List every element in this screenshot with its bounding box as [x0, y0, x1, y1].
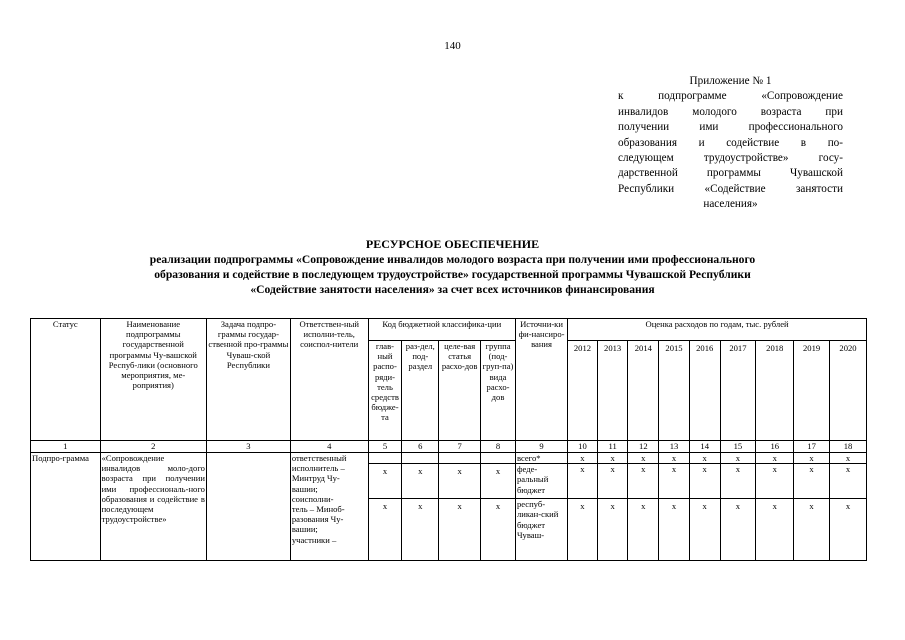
appendix-line: получении ими профессионального: [618, 121, 843, 134]
body-executor: [290, 453, 368, 561]
appendix-block: [618, 74, 843, 213]
document-subtitle: [60, 252, 845, 297]
column-number: 2: [100, 441, 206, 453]
column-number: 18: [829, 441, 866, 453]
source-cell: феде-ральный бюджет: [515, 464, 567, 499]
executor-line: ответственный: [291, 453, 347, 463]
executor-line: соисполни-: [291, 493, 334, 504]
code-cell: [439, 453, 481, 464]
value-cell: x: [568, 499, 598, 561]
executor-line: вашии;: [291, 524, 318, 535]
header-year: 2018: [756, 341, 794, 441]
body-name: «Сопровождение инвалидов моло-дого возраста при получении ими профессиональ-ного образования и содействие в последующем трудоустройстве»: [100, 453, 206, 561]
value-cell: x: [829, 499, 866, 561]
appendix-title: Приложение № 1: [689, 75, 772, 87]
value-cell: x: [597, 453, 628, 464]
appendix-line-last: населения»: [703, 198, 758, 211]
header-estimate: Оценка расходов по годам, тыс. рублей: [568, 319, 867, 341]
column-number: 11: [597, 441, 628, 453]
source-cell: респуб-ликан-ский бюджет Чуваш-: [515, 499, 567, 561]
value-cell: x: [689, 499, 720, 561]
value-cell: x: [720, 464, 756, 499]
column-number: 12: [628, 441, 659, 453]
value-cell: x: [628, 499, 659, 561]
column-number: 8: [481, 441, 516, 453]
header-grbs: глав-ный распо-ряди-тель средств бюдже-та: [368, 341, 402, 441]
column-number: 1: [31, 441, 101, 453]
appendix-line: образования и содействие в по-: [618, 136, 843, 149]
resource-table: [30, 318, 867, 561]
subtitle-line: «Содействие занятости населения» за счет всех источников финансирования: [250, 283, 655, 296]
executor-line: участники –: [291, 534, 337, 545]
executor-line: разования Чу-: [291, 514, 344, 525]
header-task: Задача подпро-граммы государ-ственной про-граммы Чуваш-ской Республики: [206, 319, 290, 441]
header-year: 2017: [720, 341, 756, 441]
value-cell: x: [794, 464, 830, 499]
source-cell: всего*: [515, 453, 567, 464]
value-cell: x: [628, 453, 659, 464]
value-cell: x: [597, 464, 628, 499]
header-year: 2012: [568, 341, 598, 441]
column-number: 6: [402, 441, 439, 453]
executor-line: исполнитель –: [291, 463, 345, 474]
value-cell: x: [597, 499, 628, 561]
value-cell: x: [720, 499, 756, 561]
appendix-line: инвалидов молодого возраста при: [618, 105, 843, 118]
column-number: 14: [689, 441, 720, 453]
header-budget-code: Код бюджетной классифика-ции: [368, 319, 515, 341]
column-numbers-row: [31, 441, 867, 453]
header-year: 2016: [689, 341, 720, 441]
subtitle-line: образования и содействие в последующем трудоустройстве» государственной программы Чувашской Республики: [154, 268, 751, 281]
subtitle-line: реализации подпрограммы «Сопровождение инвалидов молодого возраста при получении ими профессионального: [149, 253, 756, 266]
header-year: 2013: [597, 341, 628, 441]
appendix-line: следующем трудоустройстве» госу-: [618, 152, 843, 165]
header-target: целе-вая статья расхо-дов: [439, 341, 481, 441]
code-cell: x: [368, 464, 402, 499]
column-number: 5: [368, 441, 402, 453]
executor-line: Минтруд Чу-: [291, 473, 340, 484]
document-title: РЕСУРСНОЕ ОБЕСПЕЧЕНИЕ: [365, 237, 540, 251]
column-number: 7: [439, 441, 481, 453]
value-cell: x: [720, 453, 756, 464]
column-number: 15: [720, 441, 756, 453]
code-cell: x: [402, 464, 439, 499]
column-number: 3: [206, 441, 290, 453]
header-year: 2014: [628, 341, 659, 441]
appendix-line: дарственной программы Чувашской: [618, 167, 843, 180]
header-year: 2019: [794, 341, 830, 441]
value-cell: x: [756, 499, 794, 561]
header-executor: Ответствен-ный исполни-тель, соиспол-нители: [290, 319, 368, 441]
column-number: 10: [568, 441, 598, 453]
value-cell: x: [756, 464, 794, 499]
value-cell: x: [628, 464, 659, 499]
value-cell: x: [794, 499, 830, 561]
body-status: Подпро-грамма: [31, 453, 101, 561]
code-cell: x: [481, 499, 516, 561]
value-cell: x: [689, 464, 720, 499]
header-sources: Источни-ки фи-нансиро-вания: [515, 319, 567, 441]
code-cell: [481, 453, 516, 464]
header-year: 2015: [659, 341, 690, 441]
value-cell: x: [829, 453, 866, 464]
column-number: 17: [794, 441, 830, 453]
executor-line: тель – Миноб-: [291, 504, 345, 515]
header-year: 2020: [829, 341, 866, 441]
appendix-line: к подпрограмме «Сопровождение: [618, 90, 843, 103]
code-cell: [368, 453, 402, 464]
table-row: [31, 453, 867, 464]
value-cell: x: [756, 453, 794, 464]
code-cell: x: [439, 499, 481, 561]
value-cell: x: [794, 453, 830, 464]
code-cell: [402, 453, 439, 464]
header-name: Наименование подпрограммы государственной программы Чу-вашской Респуб-лики (основного мероприятия, ме-роприятия): [100, 319, 206, 441]
header-status: Статус: [31, 319, 101, 441]
body-task: [206, 453, 290, 561]
value-cell: x: [659, 453, 690, 464]
value-cell: x: [689, 453, 720, 464]
header-group: группа (под-груп-па) вида расхо-дов: [481, 341, 516, 441]
value-cell: x: [659, 499, 690, 561]
column-number: 9: [515, 441, 567, 453]
value-cell: x: [829, 464, 866, 499]
column-number: 16: [756, 441, 794, 453]
page-number: 140: [444, 40, 461, 52]
header-section: раз-дел, под-раздел: [402, 341, 439, 441]
appendix-line: Республики «Содействие занятости: [618, 182, 843, 195]
column-number: 13: [659, 441, 690, 453]
value-cell: x: [568, 464, 598, 499]
value-cell: x: [659, 464, 690, 499]
code-cell: x: [481, 464, 516, 499]
value-cell: x: [568, 453, 598, 464]
code-cell: x: [368, 499, 402, 561]
code-cell: x: [402, 499, 439, 561]
code-cell: x: [439, 464, 481, 499]
executor-line: вашии;: [291, 483, 318, 494]
column-number: 4: [290, 441, 368, 453]
